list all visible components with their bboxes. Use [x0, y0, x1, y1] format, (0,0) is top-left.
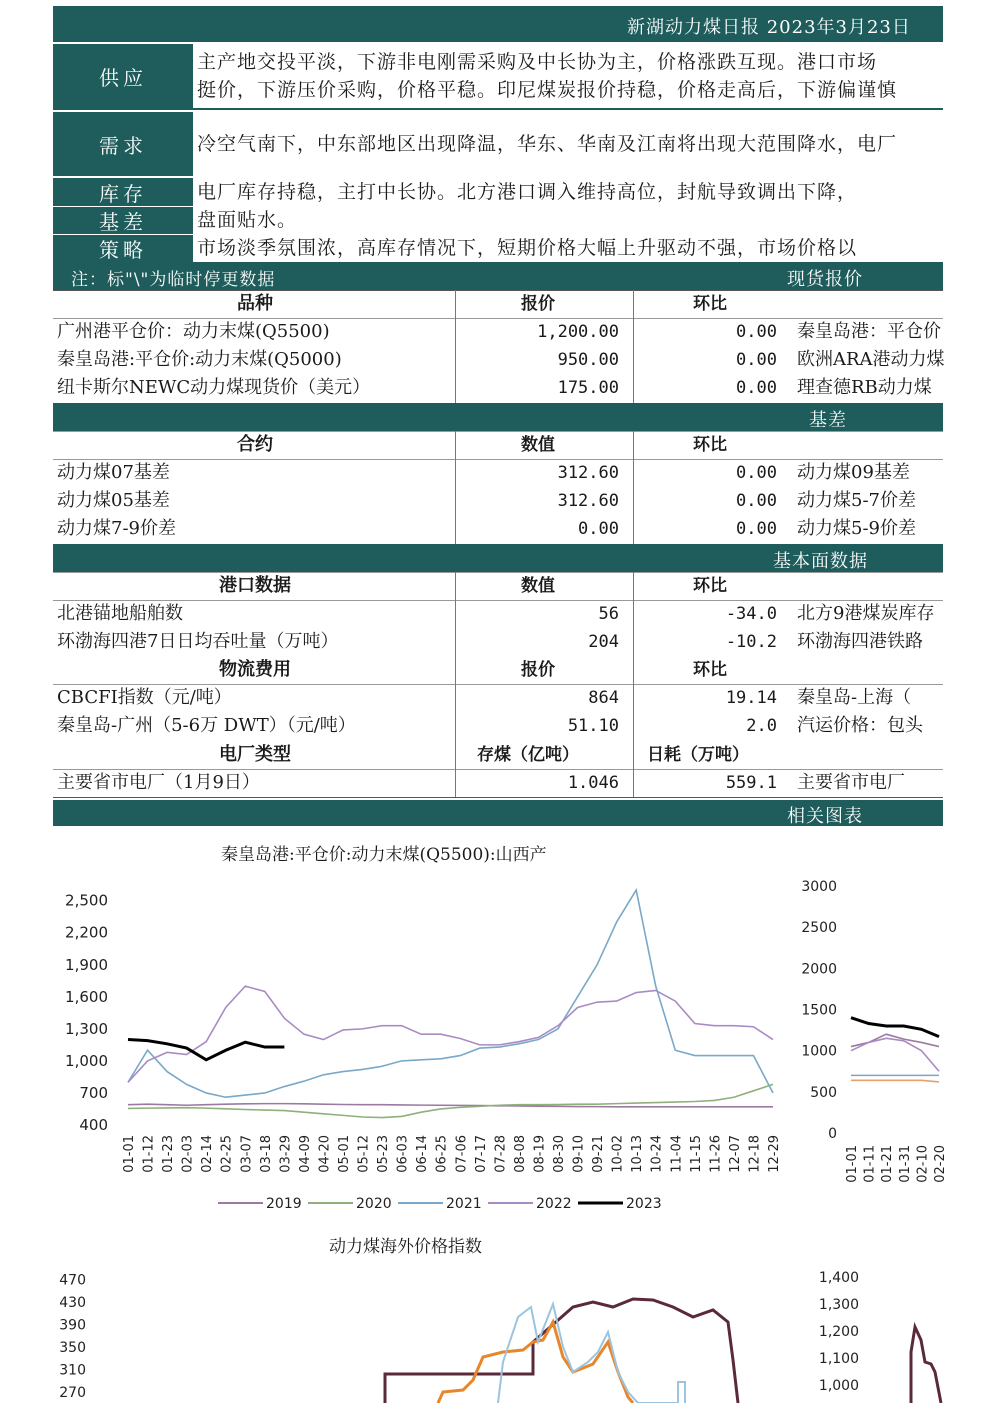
note-text: 注：标"\"为临时停更数据: [71, 270, 276, 290]
logistics-header-change: 环比: [693, 660, 727, 680]
summary-text-strategy: [197, 234, 943, 262]
x-tick-label: 10-02: [610, 1135, 626, 1173]
y-tick-label: 0: [828, 1126, 837, 1142]
logistics-header-value: 报价: [521, 660, 555, 680]
summary-line: 冷空气南下，中东部地区出现降温，华东、华南及江南将出现大范围降水，电厂: [197, 133, 898, 155]
y-tick-label: 400: [79, 1116, 108, 1134]
y-tick-label: 1,200: [818, 1324, 859, 1340]
row-name: 纽卡斯尔NEWC动力煤现货价（美元）: [57, 377, 371, 398]
row-right-name: 动力煤5-7价差: [797, 490, 916, 511]
x-tick-label: 03-07: [239, 1135, 255, 1173]
chart2-svg: [793, 870, 948, 1200]
x-tick-label: 01-23: [161, 1135, 177, 1173]
row-value: 1,200.00: [537, 322, 619, 342]
row-right-name: 秦皇岛港：平仓价: [797, 321, 941, 342]
row-name: 秦皇岛港:平仓价:动力末煤(Q5000): [57, 349, 342, 370]
y-tick-label: 1000: [801, 1043, 837, 1060]
row-right-name: 欧洲ARA港动力煤: [797, 349, 945, 370]
spot-header-change: 环比: [693, 294, 727, 314]
basis-section-title: 基差: [809, 410, 847, 431]
table-row: [53, 346, 943, 374]
row-change: 0.00: [736, 378, 777, 398]
series-line-2022: [128, 986, 773, 1082]
port-header-change: 环比: [693, 576, 727, 596]
row-name: 秦皇岛-广州（5-6万 DWT）（元/吨）: [57, 715, 356, 736]
row-name: 动力煤7-9价差: [57, 518, 176, 539]
logistics-header-name: 物流费用: [219, 659, 291, 680]
y-tick-label: 2000: [801, 961, 837, 978]
series-line: [851, 1080, 939, 1082]
y-tick-label: 270: [59, 1384, 86, 1401]
row-right-name: 动力煤5-9价差: [797, 518, 916, 539]
x-tick-label: 07-17: [473, 1135, 489, 1173]
row-value: 0.00: [578, 519, 619, 539]
row-change: 0.00: [736, 350, 777, 370]
row-value: 312.60: [557, 463, 619, 483]
x-tick-label: 04-09: [297, 1135, 313, 1173]
port-header-name: 港口数据: [219, 575, 291, 596]
table-row: [53, 318, 943, 346]
x-tick-label: 03-29: [278, 1135, 294, 1173]
y-tick-label: 350: [59, 1339, 86, 1356]
x-tick-label: 09-10: [571, 1135, 587, 1173]
series-line-2019: [128, 1104, 773, 1107]
summary-label-basis: 基差: [53, 207, 193, 234]
summary-text-supply: [197, 48, 943, 104]
chart1-title: 秦皇岛港:平仓价:动力末煤(Q5500):山西产: [221, 845, 547, 865]
table-row: [53, 459, 943, 487]
legend-label: 2021: [446, 1196, 482, 1212]
legend-label: 2022: [536, 1196, 572, 1212]
x-tick-label: 06-14: [415, 1135, 431, 1173]
table-row: [53, 712, 943, 740]
row-value: 950.00: [557, 350, 619, 370]
row-name: 动力煤05基差: [57, 490, 170, 511]
x-tick-label: 02-10: [915, 1145, 931, 1183]
plants-header-row: [53, 741, 943, 769]
basis-section-bar: [53, 403, 943, 431]
y-tick-label: 1,300: [65, 1019, 108, 1038]
row-name: 北港锚地船舶数: [57, 603, 183, 624]
chart4-svg: [793, 1262, 943, 1403]
row-right-name: 环渤海四港铁路: [797, 631, 923, 652]
table-row: [53, 374, 943, 402]
x-tick-label: 02-14: [200, 1135, 216, 1173]
x-tick-label: 09-21: [591, 1135, 607, 1173]
row-change: -34.0: [725, 604, 777, 624]
y-tick-label: 2500: [801, 920, 837, 937]
x-tick-label: 01-01: [845, 1145, 860, 1183]
row-value: 312.60: [557, 491, 619, 511]
x-tick-label: 01-01: [122, 1135, 137, 1173]
basis-header-change: 环比: [693, 435, 727, 455]
x-tick-label: 02-25: [219, 1135, 235, 1173]
row-name: 广州港平仓价：动力末煤(Q5500): [57, 321, 330, 342]
row-name: 动力煤07基差: [57, 462, 170, 483]
chart1-svg: [53, 860, 793, 1230]
row-value: 1.046: [567, 773, 619, 793]
y-tick-label: 470: [59, 1272, 86, 1289]
x-tick-label: 12-18: [747, 1135, 763, 1173]
row-right-name: 北方9港煤炭库存: [797, 603, 935, 624]
x-tick-label: 05-23: [376, 1135, 392, 1173]
y-tick-label: 700: [79, 1083, 108, 1102]
row-right-name: 汽运价格：包头: [797, 715, 923, 736]
x-tick-label: 03-18: [258, 1135, 274, 1173]
table-row: [53, 487, 943, 515]
table-row: [53, 628, 943, 656]
port-header-value: 数值: [521, 576, 555, 596]
x-tick-label: 06-03: [395, 1135, 411, 1173]
x-tick-label: 01-21: [880, 1145, 896, 1183]
legend-label: 2019: [266, 1196, 302, 1212]
y-tick-label: 430: [59, 1295, 86, 1312]
y-tick-label: 1,000: [65, 1051, 108, 1070]
x-tick-label: 11-26: [708, 1135, 724, 1173]
row-change: 0.00: [736, 491, 777, 511]
series-line: [498, 1304, 685, 1403]
y-tick-label: 310: [59, 1362, 86, 1379]
report-page: [53, 0, 948, 1403]
x-tick-label: 07-06: [454, 1135, 470, 1173]
row-value: 51.10: [567, 716, 619, 736]
x-tick-label: 02-20: [933, 1145, 948, 1183]
x-tick-label: 11-04: [669, 1135, 685, 1173]
row-name: 主要省市电厂（1月9日）: [57, 772, 260, 793]
y-tick-label: 3000: [801, 879, 837, 895]
series-line: [911, 1327, 941, 1403]
summary-line: 盘面贴水。: [197, 209, 298, 231]
summary-text-basis: [197, 206, 943, 234]
x-tick-label: 01-12: [141, 1135, 157, 1173]
x-tick-label: 04-20: [317, 1135, 333, 1173]
series-line-2020: [128, 1084, 773, 1117]
summary-label-strategy: 策略: [53, 235, 193, 262]
table-row: [53, 684, 943, 712]
x-tick-label: 01-11: [862, 1145, 878, 1183]
x-tick-label: 08-19: [532, 1135, 548, 1173]
x-tick-label: 02-03: [180, 1135, 196, 1173]
x-tick-label: 05-12: [356, 1135, 372, 1173]
y-tick-label: 500: [810, 1084, 837, 1101]
summary-text-inventory: [197, 178, 943, 206]
x-tick-label: 10-13: [630, 1135, 646, 1173]
x-tick-label: 12-29: [767, 1135, 782, 1173]
plants-header-name: 电厂类型: [219, 744, 291, 765]
x-tick-label: 01-31: [897, 1145, 913, 1183]
table-row: [53, 769, 943, 797]
plants-header-value: 存煤（亿吨）: [477, 745, 579, 765]
legend-label: 2023: [626, 1196, 662, 1212]
row-right-name: 主要省市电厂: [797, 772, 905, 793]
logistics-header-row: [53, 656, 943, 684]
report-title-bar: [53, 6, 943, 42]
y-tick-label: 1,600: [65, 987, 108, 1006]
plants-header-change: 日耗（万吨）: [647, 745, 749, 765]
row-change: 2.0: [746, 716, 777, 736]
fundamentals-section-bar: [53, 544, 943, 572]
summary-label-supply: 供应: [53, 44, 193, 108]
legend-label: 2020: [356, 1196, 392, 1212]
y-tick-label: 1,100: [818, 1351, 859, 1367]
row-change: -10.2: [725, 632, 777, 652]
spot-section-bar: [53, 262, 943, 290]
series-line-2021: [128, 890, 773, 1097]
summary-label-demand: 需求: [53, 112, 193, 176]
y-tick-label: 1,400: [818, 1270, 859, 1286]
spot-section-title: 现货报价: [787, 269, 863, 290]
y-tick-label: 1,000: [818, 1378, 859, 1394]
summary-text-demand: [197, 130, 943, 158]
series-line: [851, 1018, 939, 1037]
port-header-row: [53, 572, 943, 600]
summary-line: 主产地交投平淡，下游非电刚需采购及中长协为主，价格涨跌互现。港口市场: [197, 51, 878, 73]
table-row: [53, 515, 943, 543]
chart3-svg: [53, 1262, 793, 1403]
row-change: 559.1: [725, 773, 777, 793]
summary-label-inventory: 库存: [53, 178, 193, 206]
table-row: [53, 600, 943, 628]
x-tick-label: 08-08: [512, 1135, 528, 1173]
row-change: 0.00: [736, 463, 777, 483]
y-tick-label: 2,200: [65, 923, 108, 942]
summary-line: 挺价，下游压价采购，价格平稳。印尼煤炭报价持稳，价格走高后，下游偏谨慎: [197, 79, 898, 101]
basis-header-row: [53, 431, 943, 459]
y-tick-label: 390: [59, 1317, 86, 1334]
row-value: 175.00: [557, 378, 619, 398]
x-tick-label: 07-28: [493, 1135, 509, 1173]
row-value: 204: [588, 632, 619, 652]
y-tick-label: 1500: [801, 1002, 837, 1019]
x-tick-label: 12-07: [727, 1135, 743, 1173]
y-tick-label: 1,300: [818, 1297, 859, 1313]
spot-header-name: 品种: [237, 293, 273, 314]
row-name: CBCFI指数（元/吨）: [57, 687, 232, 708]
spot-header-row: [53, 290, 943, 318]
y-tick-label: 2,500: [65, 891, 108, 910]
row-right-name: 理查德RB动力煤: [797, 377, 932, 398]
summary-line: 市场淡季氛围浓，高库存情况下，短期价格大幅上升驱动不强，市场价格以: [197, 237, 858, 259]
row-change: 0.00: [736, 322, 777, 342]
row-name: 环渤海四港7日日均吞吐量（万吨）: [57, 631, 339, 652]
fundamentals-section-title: 基本面数据: [773, 551, 868, 572]
x-tick-label: 11-15: [688, 1135, 704, 1173]
basis-header-name: 合约: [237, 434, 273, 455]
spot-header-value: 报价: [521, 294, 555, 314]
row-right-name: 动力煤09基差: [797, 462, 910, 483]
row-change: 0.00: [736, 519, 777, 539]
row-change: 19.14: [725, 688, 777, 708]
x-tick-label: 08-30: [552, 1135, 567, 1173]
row-value: 56: [598, 604, 619, 624]
basis-header-value: 数值: [521, 435, 555, 455]
charts-section-bar: [53, 800, 943, 826]
charts-section-title: 相关图表: [787, 806, 863, 827]
chart3-title: 动力煤海外价格指数: [329, 1237, 482, 1257]
y-tick-label: 1,900: [65, 955, 108, 974]
summary-line: 电厂库存持稳，主打中长协。北方港口调入维持高位，封航导致调出下降，: [197, 181, 858, 203]
x-tick-label: 05-01: [337, 1135, 352, 1173]
x-tick-label: 06-25: [434, 1135, 450, 1173]
row-right-name: 秦皇岛-上海（: [797, 687, 912, 708]
report-title: 新湖动力煤日报 2023年3月23日: [627, 17, 911, 38]
x-tick-label: 10-24: [649, 1135, 665, 1173]
row-value: 864: [588, 688, 619, 708]
